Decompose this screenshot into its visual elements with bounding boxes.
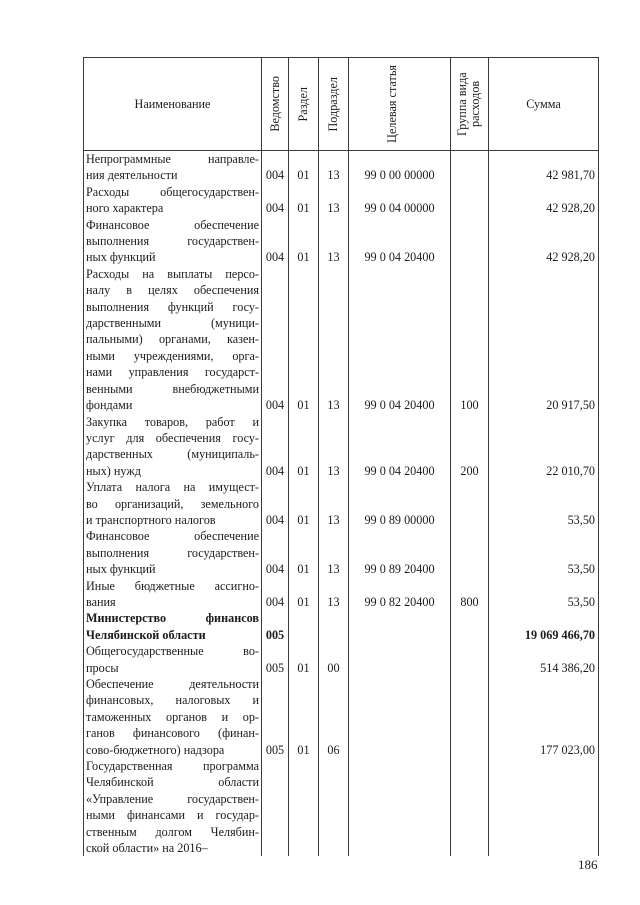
row-subsection: 13 — [319, 578, 349, 611]
row-name-line: Уплата налога на имущест- — [86, 480, 259, 495]
row-name-line: венными внебюджетными — [86, 381, 259, 396]
row-name-line: пальными) органами, казен- — [86, 332, 259, 347]
row-sum — [489, 758, 599, 856]
row-name-line: выполнения функций госу- — [86, 299, 259, 314]
row-section — [289, 758, 319, 856]
row-target-article: 99 0 04 20400 — [349, 217, 451, 266]
table-row — [84, 578, 599, 611]
row-target-article: 99 0 04 20400 — [349, 266, 451, 414]
row-sum: 42 928,20 — [489, 184, 599, 217]
row-subsection: 13 — [319, 151, 349, 184]
row-department: 005 — [262, 610, 289, 643]
row-target-article — [349, 676, 451, 758]
row-name-line: Финансовое обеспечение — [86, 217, 259, 232]
row-target-article: 99 0 00 00000 — [349, 151, 451, 184]
row-sum: 19 069 466,70 — [489, 610, 599, 643]
row-name-line: Челябинской области — [86, 627, 206, 642]
row-subsection: 13 — [319, 414, 349, 480]
row-name — [84, 758, 262, 856]
row-target-article — [349, 758, 451, 856]
row-expense-group: 100 — [451, 266, 489, 414]
row-name — [84, 184, 262, 217]
row-expense-group — [451, 676, 489, 758]
row-expense-group — [451, 184, 489, 217]
page-number: 186 — [578, 857, 598, 872]
row-name-line: налу в целях обеспечения — [86, 283, 259, 298]
row-name-line: ганов финансового (финан- — [86, 726, 259, 741]
row-name-line: выполнения государствен- — [86, 234, 259, 249]
row-section: 01 — [289, 578, 319, 611]
row-name — [84, 151, 262, 184]
row-subsection: 00 — [319, 643, 349, 676]
row-subsection — [319, 610, 349, 643]
row-section: 01 — [289, 151, 319, 184]
row-name-line: Расходы на выплаты персо- — [86, 266, 259, 281]
row-sum: 42 981,70 — [489, 151, 599, 184]
row-name-line: Непрограммные направле- — [86, 152, 259, 166]
row-name-line: ных функций — [86, 562, 156, 577]
row-subsection: 13 — [319, 479, 349, 528]
row-name-line: дарственных (муниципаль- — [86, 447, 259, 462]
row-department: 005 — [262, 643, 289, 676]
row-name-line: ных функций — [86, 250, 156, 265]
row-expense-group — [451, 528, 489, 577]
header-expense-group: Группа вида расходов — [451, 58, 489, 151]
budget-table — [83, 57, 599, 856]
row-department: 004 — [262, 266, 289, 414]
row-target-article: 99 0 89 20400 — [349, 528, 451, 577]
row-target-article — [349, 610, 451, 643]
row-name — [84, 528, 262, 577]
row-expense-group: 800 — [451, 578, 489, 611]
row-expense-group — [451, 151, 489, 184]
row-section: 01 — [289, 643, 319, 676]
row-subsection: 13 — [319, 184, 349, 217]
row-department: 004 — [262, 151, 289, 184]
row-name — [84, 479, 262, 528]
row-name — [84, 676, 262, 758]
row-name-line: услуг для обеспечения госу- — [86, 430, 259, 445]
row-name — [84, 217, 262, 266]
row-name-line: вания — [86, 594, 116, 609]
row-name-line: «Управление государствен- — [86, 791, 259, 806]
header-name: Наименование — [84, 58, 262, 151]
header-section: Раздел — [289, 58, 319, 151]
table-row — [84, 758, 599, 856]
table-body — [84, 151, 599, 857]
row-sum: 53,50 — [489, 528, 599, 577]
row-subsection: 06 — [319, 676, 349, 758]
table-header — [84, 58, 599, 151]
row-section — [289, 610, 319, 643]
row-sum: 53,50 — [489, 479, 599, 528]
row-sum: 42 928,20 — [489, 217, 599, 266]
row-name-line: таможенных органов и ор- — [86, 709, 259, 724]
row-section: 01 — [289, 217, 319, 266]
row-department: 005 — [262, 676, 289, 758]
row-sum: 22 010,70 — [489, 414, 599, 480]
row-name-line: ных) нужд — [86, 463, 141, 478]
header-sum: Сумма — [489, 58, 599, 151]
header-department: Ведомство — [262, 58, 289, 151]
row-name-line: финансовых, налоговых и — [86, 693, 259, 708]
row-target-article: 99 0 89 00000 — [349, 479, 451, 528]
row-name-line: Закупка товаров, работ и — [86, 414, 259, 429]
row-name — [84, 610, 262, 643]
row-subsection: 13 — [319, 217, 349, 266]
row-name-line: фондами — [86, 398, 133, 413]
row-section: 01 — [289, 676, 319, 758]
row-target-article: 99 0 82 20400 — [349, 578, 451, 611]
budget-table-container — [83, 57, 598, 856]
row-name-line: Финансовое обеспечение — [86, 529, 259, 544]
row-department: 004 — [262, 217, 289, 266]
table-row — [84, 151, 599, 184]
row-section: 01 — [289, 479, 319, 528]
row-subsection: 13 — [319, 266, 349, 414]
row-subsection — [319, 758, 349, 856]
row-name-line: ния деятельности — [86, 168, 178, 183]
row-name — [84, 266, 262, 414]
row-name — [84, 643, 262, 676]
table-row — [84, 414, 599, 480]
row-name-line: ными финансами и государ- — [86, 808, 259, 823]
table-row — [84, 479, 599, 528]
row-sum: 177 023,00 — [489, 676, 599, 758]
row-name-line: ными учреждениями, орга- — [86, 348, 259, 363]
row-sum: 53,50 — [489, 578, 599, 611]
row-name-line: и транспортного налогов — [86, 512, 216, 527]
row-name-line: Министерство финансов — [86, 611, 259, 626]
row-name-line: Расходы общегосударствен- — [86, 184, 259, 199]
row-subsection: 13 — [319, 528, 349, 577]
row-name-line: Общегосударственные во- — [86, 644, 259, 659]
row-sum: 20 917,50 — [489, 266, 599, 414]
row-name — [84, 414, 262, 480]
row-section: 01 — [289, 266, 319, 414]
row-expense-group — [451, 217, 489, 266]
row-name-line: во организаций, земельного — [86, 496, 259, 511]
header-subsection: Подраздел — [319, 58, 349, 151]
table-row — [84, 266, 599, 414]
table-row — [84, 184, 599, 217]
row-department — [262, 758, 289, 856]
row-department: 004 — [262, 578, 289, 611]
row-name-line: ственным долгом Челябин- — [86, 824, 259, 839]
row-name-line: ской области» на 2016– — [86, 841, 208, 856]
row-name-line: Государственная программа — [86, 759, 259, 774]
row-department: 004 — [262, 184, 289, 217]
row-name-line: дарственными (муници- — [86, 316, 259, 331]
row-expense-group — [451, 479, 489, 528]
row-section: 01 — [289, 414, 319, 480]
row-expense-group — [451, 643, 489, 676]
row-name-line: ного характера — [86, 201, 164, 216]
row-target-article: 99 0 04 20400 — [349, 414, 451, 480]
row-department: 004 — [262, 528, 289, 577]
row-department: 004 — [262, 414, 289, 480]
row-name-line: Иные бюджетные ассигно- — [86, 578, 259, 593]
row-expense-group — [451, 758, 489, 856]
table-row — [84, 528, 599, 577]
row-section: 01 — [289, 184, 319, 217]
row-name-line: Челябинской области — [86, 775, 259, 790]
table-row — [84, 217, 599, 266]
row-name-line: выполнения государствен- — [86, 545, 259, 560]
row-expense-group: 200 — [451, 414, 489, 480]
row-target-article: 99 0 04 00000 — [349, 184, 451, 217]
row-name-line: Обеспечение деятельности — [86, 677, 259, 691]
row-target-article — [349, 643, 451, 676]
row-expense-group — [451, 610, 489, 643]
header-target-article: Целевая статья — [349, 58, 451, 151]
table-row — [84, 676, 599, 758]
row-name-line: просы — [86, 660, 119, 675]
row-department: 004 — [262, 479, 289, 528]
row-name-line: нами управления государст- — [86, 365, 259, 380]
table-row — [84, 643, 599, 676]
row-section: 01 — [289, 528, 319, 577]
table-row — [84, 610, 599, 643]
row-sum: 514 386,20 — [489, 643, 599, 676]
row-name — [84, 578, 262, 611]
row-name-line: сово-бюджетного) надзора — [86, 742, 225, 757]
